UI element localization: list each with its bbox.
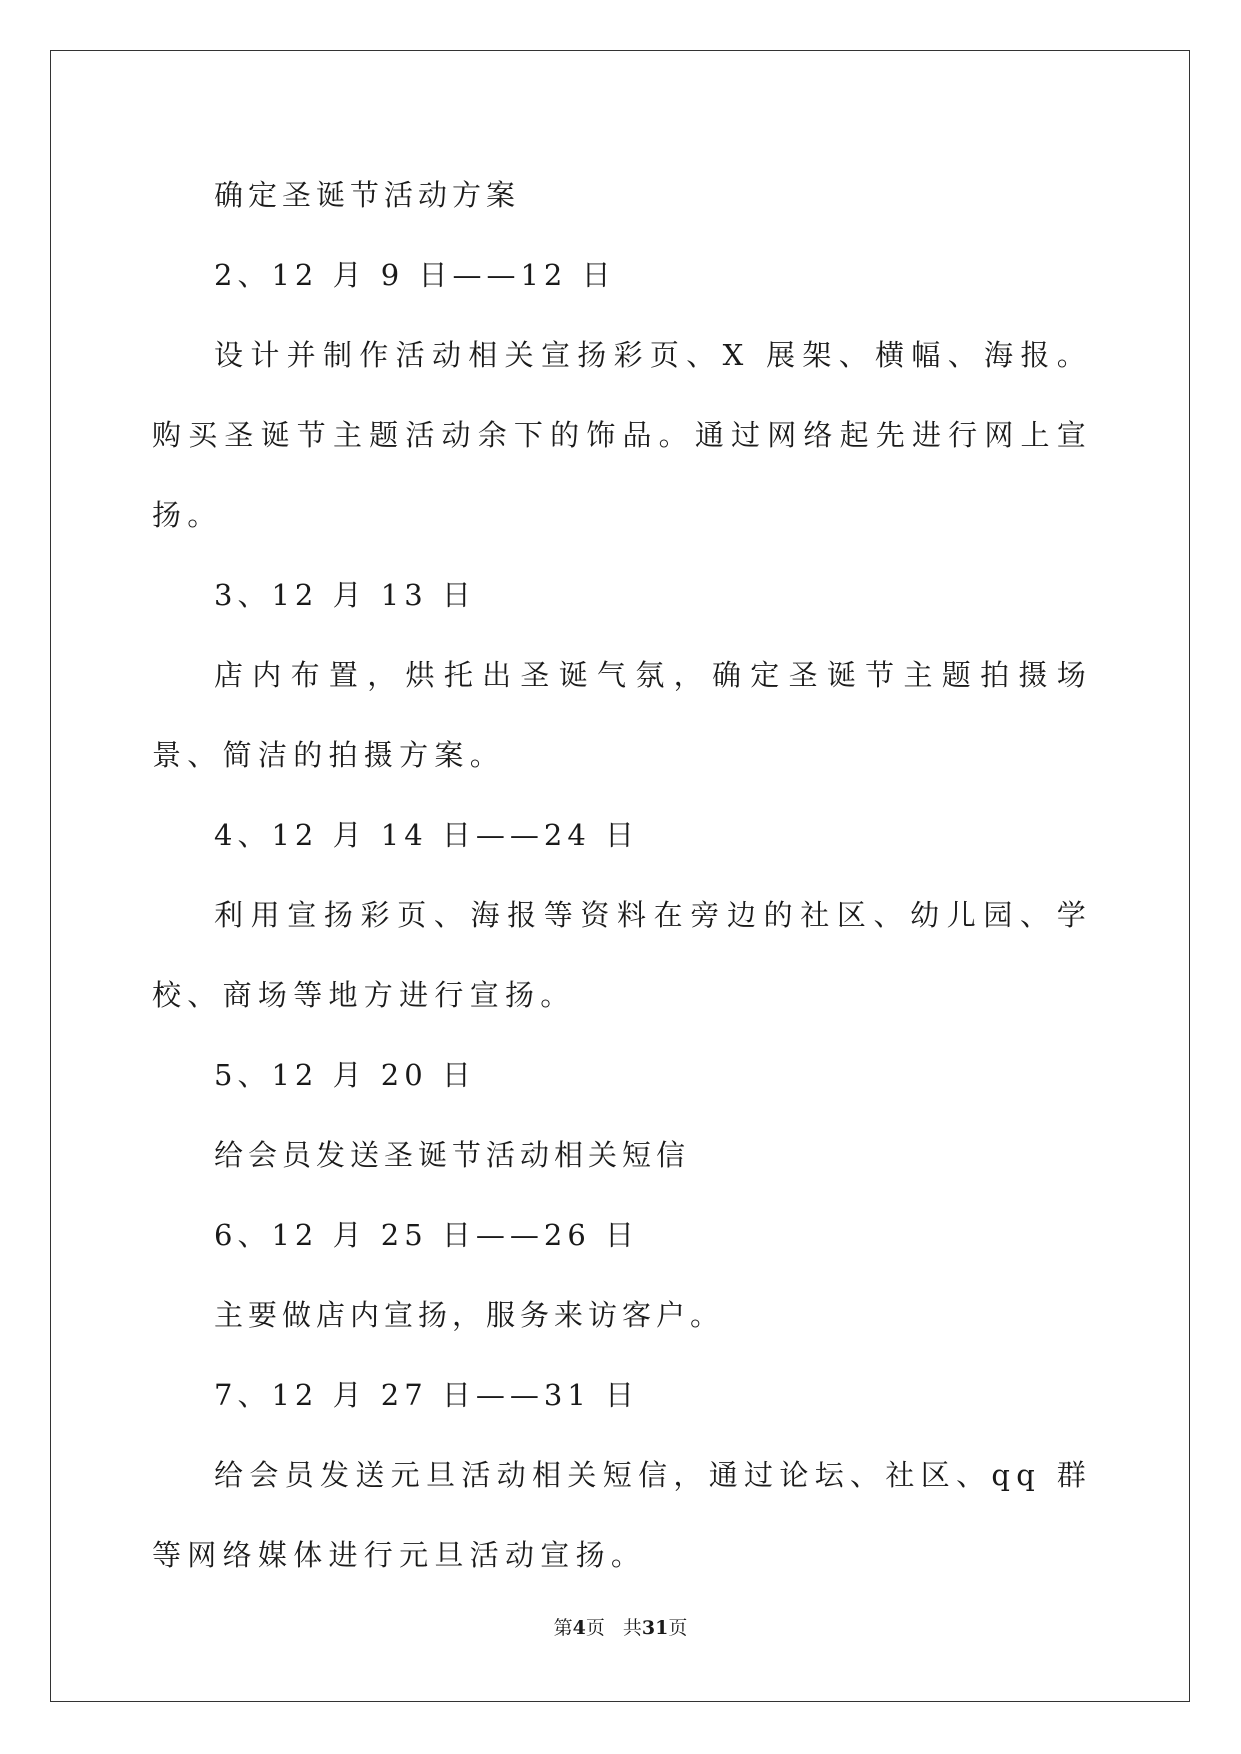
footer-total-suffix: 页 bbox=[668, 1617, 688, 1639]
paragraph: 给会员发送元旦活动相关短信，通过论坛、社区、qq 群等网络媒体进行元旦活动宣扬。 bbox=[152, 1458, 1092, 1572]
paragraph: 设计并制作活动相关宣扬彩页、X 展架、横幅、海报。购买圣诞节主题活动余下的饰品。通过网络起先进行网上宣扬。 bbox=[152, 338, 1092, 532]
list-heading: 5、12 月 20 日 bbox=[214, 1058, 476, 1092]
paragraph: 店内布置，烘托出圣诞气氛，确定圣诞节主题拍摄场景、简洁的拍摄方案。 bbox=[152, 658, 1092, 772]
footer-page-prefix: 第 bbox=[553, 1617, 573, 1639]
footer-total-pages: 31 bbox=[641, 1617, 669, 1639]
list-heading: 6、12 月 25 日——26 日 bbox=[214, 1218, 640, 1252]
paragraph: 利用宣扬彩页、海报等资料在旁边的社区、幼儿园、学校、商场等地方进行宣扬。 bbox=[152, 898, 1092, 1012]
footer-current-page: 4 bbox=[572, 1617, 586, 1639]
paragraph: 给会员发送圣诞节活动相关短信 bbox=[214, 1138, 691, 1172]
footer-page-suffix: 页 bbox=[585, 1617, 605, 1639]
list-heading: 7、12 月 27 日——31 日 bbox=[214, 1378, 640, 1412]
list-heading: 3、12 月 13 日 bbox=[214, 578, 476, 612]
paragraph: 确定圣诞节活动方案 bbox=[214, 178, 521, 212]
list-heading: 2、12 月 9 日——12 日 bbox=[214, 258, 616, 292]
paragraph: 主要做店内宣扬，服务来访客户。 bbox=[214, 1298, 725, 1332]
page-footer bbox=[0, 1613, 1241, 1640]
document-body bbox=[152, 155, 1092, 1595]
list-heading: 4、12 月 14 日——24 日 bbox=[214, 818, 640, 852]
footer-total-prefix: 共 bbox=[622, 1617, 642, 1639]
